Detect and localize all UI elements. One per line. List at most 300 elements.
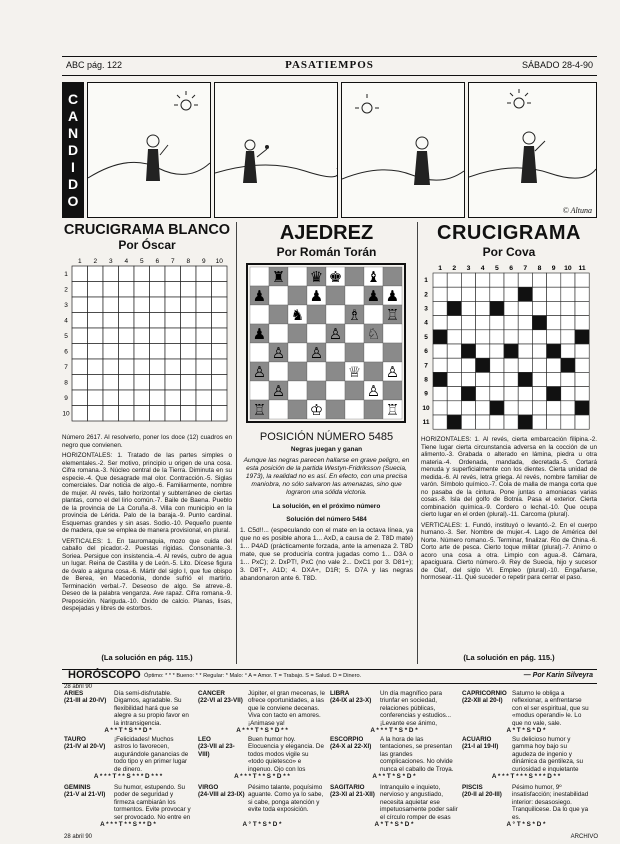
grid-cell: [461, 401, 475, 415]
grid-column-number: 5: [139, 258, 144, 265]
chess-square: [383, 343, 402, 362]
horoscope-sign: [64, 784, 194, 830]
grid-cell: [150, 328, 166, 344]
grid-cell: [561, 344, 575, 358]
horoscope-sign-heading: [330, 784, 378, 799]
horoscope-sign-dates: (21-III al 20-IV): [64, 697, 107, 705]
grid-cell: [547, 401, 561, 415]
comic-drawing-2: [215, 83, 337, 217]
chess-square: [345, 324, 364, 343]
horoscope-sign: [330, 784, 460, 830]
grid-cell: [196, 313, 212, 329]
grid-cell: [461, 273, 475, 287]
grid-row-number: 9: [64, 394, 68, 402]
grid-cell: [518, 344, 532, 358]
horoscope-sign: [198, 690, 328, 736]
horoscope-sign: [64, 736, 194, 782]
grid-cell: [547, 287, 561, 301]
grid-cell: [88, 375, 104, 391]
grid-cell: [196, 406, 212, 422]
crucigrama-solution-ref: (La solución en pág. 115.): [463, 653, 555, 662]
grid-cell: [490, 287, 504, 301]
chess-piece: ♝: [366, 268, 381, 286]
grid-cell: [575, 401, 589, 415]
grid-cell: [119, 406, 135, 422]
chess-piece: ♖: [385, 306, 400, 324]
grid-column-number: 4: [124, 258, 129, 265]
comic-panel-1: [87, 82, 211, 218]
horoscope-sign-heading: [330, 736, 378, 751]
grid-cell: [433, 330, 447, 344]
grid-cell: [212, 313, 228, 329]
grid-cell: [88, 297, 104, 313]
horoscope-sign-dates: (24-X al 22-XI): [330, 743, 372, 751]
grid-cell: [181, 328, 197, 344]
horoscope-sign-heading: [198, 690, 246, 705]
grid-cell: [575, 273, 589, 287]
crucigrama-title: CRUCIGRAMA: [437, 222, 581, 244]
grid-cell: [547, 330, 561, 344]
horoscope-sign-rating: A * * T * S * * D *: [104, 727, 152, 734]
grid-cell: [461, 358, 475, 372]
grid-cell: [134, 359, 150, 375]
grid-cell: [72, 359, 88, 375]
grid-cell: [165, 313, 181, 329]
grid-cell: [212, 328, 228, 344]
chess-piece: ♟: [366, 287, 381, 305]
ajedrez-title: AJEDREZ: [279, 222, 374, 244]
grid-cell: [575, 316, 589, 330]
grid-cell: [490, 358, 504, 372]
chess-square: [250, 381, 269, 400]
comic-panel-4: [468, 82, 597, 218]
grid-cell: [433, 415, 447, 429]
grid-row-number: 9: [424, 390, 428, 398]
grid-cell: [476, 344, 490, 358]
grid-cell: [165, 375, 181, 391]
grid-cell: [119, 266, 135, 282]
grid-cell: [447, 344, 461, 358]
horoscope-sign-dates: (22-XII al 20-I): [462, 697, 503, 705]
grid-cell: [547, 344, 561, 358]
horoscope-sign-name: PISCIS: [462, 784, 483, 791]
chess-square: [364, 305, 383, 324]
chess-square: [383, 324, 402, 343]
grid-column-number: 1: [77, 258, 82, 265]
grid-cell: [447, 301, 461, 315]
grid-cell: [532, 330, 546, 344]
chess-square: [269, 286, 288, 305]
horoscope-sign-dates: (23-XI al 21-XII): [330, 791, 375, 799]
chess-square: [288, 381, 307, 400]
grid-cell: [103, 297, 119, 313]
grid-cell: [547, 316, 561, 330]
grid-row-number: 1: [64, 270, 68, 278]
horoscope-sign: [462, 736, 592, 782]
grid-cell: [561, 273, 575, 287]
grid-cell: [532, 344, 546, 358]
grid-cell: [447, 358, 461, 372]
grid-cell: [150, 406, 166, 422]
horoscope-sign-dates: (24-VIII al 23-IX): [198, 791, 245, 799]
grid-column-number: 6: [155, 258, 160, 265]
horoscope-sign-rating: A ° T * S * D *: [506, 821, 546, 828]
grid-cell: [181, 375, 197, 391]
grid-cell: [433, 401, 447, 415]
horoscope-sign-dates: (21-IV al 20-V): [64, 743, 106, 751]
grid-cell: [72, 266, 88, 282]
grid-cell: [134, 282, 150, 298]
grid-cell: [134, 375, 150, 391]
grid-cell: [490, 344, 504, 358]
chess-piece: ♔: [309, 401, 324, 419]
grid-cell: [72, 406, 88, 422]
grid-column-number: 5: [495, 265, 499, 272]
grid-cell: [490, 372, 504, 386]
grid-cell: [103, 328, 119, 344]
column-divider: [236, 222, 237, 664]
grid-cell: [532, 415, 546, 429]
chess-piece: ♖: [385, 401, 400, 419]
crucigrama-author: Por Cova: [482, 245, 536, 259]
crucigrama-blanco-intro: Número 2617. Al resolverlo, poner los doce (12) cuadros en negro que convienen.: [62, 434, 232, 449]
horoscope-sign-heading: [198, 784, 246, 799]
page-date: SÁBADO 28-4-90: [521, 60, 593, 70]
grid-row-number: 3: [64, 301, 68, 309]
grid-cell: [532, 372, 546, 386]
chess-piece: ♙: [385, 363, 400, 381]
horoscope-sign-heading: [198, 736, 246, 758]
chess-square: [288, 343, 307, 362]
grid-cell: [532, 387, 546, 401]
grid-cell: [476, 330, 490, 344]
grid-cell: [518, 401, 532, 415]
horoscopo-header: [62, 669, 597, 684]
chess-square: [326, 362, 345, 381]
horoscope-sign-rating: A * T * S * D *: [506, 727, 546, 734]
grid-cell: [504, 273, 518, 287]
grid-cell: [532, 273, 546, 287]
grid-cell: [433, 301, 447, 315]
grid-row-number: 5: [64, 332, 68, 340]
comic-panel-2: [214, 82, 338, 218]
chess-square: [345, 381, 364, 400]
chess-piece: ♘: [366, 325, 381, 343]
grid-row-number: 6: [424, 348, 428, 356]
grid-row-number: 4: [64, 317, 68, 325]
chess-square: [269, 362, 288, 381]
grid-cell: [461, 316, 475, 330]
chess-square: [345, 267, 364, 286]
grid-column-number: 8: [537, 265, 542, 272]
grid-cell: [518, 273, 532, 287]
grid-cell: [181, 313, 197, 329]
grid-cell: [447, 401, 461, 415]
grid-cell: [88, 328, 104, 344]
grid-cell: [461, 344, 475, 358]
horoscope-sign-heading: [64, 736, 112, 751]
horoscope-sign-heading: [462, 690, 510, 705]
grid-row-number: 7: [64, 363, 68, 371]
grid-cell: [575, 415, 589, 429]
grid-cell: [150, 313, 166, 329]
chess-square: [269, 400, 288, 419]
grid-cell: [490, 273, 504, 287]
chess-square: [383, 267, 402, 286]
grid-cell: [490, 415, 504, 429]
horoscope-sign: [330, 690, 460, 736]
grid-cell: [212, 297, 228, 313]
grid-cell: [119, 328, 135, 344]
chess-square: [250, 267, 269, 286]
horoscope-sign-heading: [64, 690, 112, 705]
horoscopo-legend: Óptimo: * * * Bueno: * * Regular: * Malo: ° A = Amor. T = Trabajo. S = Salud. D = Dinero.: [144, 673, 362, 679]
chess-piece: ♟: [309, 287, 324, 305]
grid-cell: [518, 372, 532, 386]
grid-cell: [518, 415, 532, 429]
horoscope-sign-name: CÁNCER: [198, 690, 225, 697]
grid-cell: [575, 372, 589, 386]
grid-cell: [150, 266, 166, 282]
grid-cell: [433, 344, 447, 358]
grid-cell: [196, 390, 212, 406]
grid-cell: [212, 344, 228, 360]
horoscope-sign-rating: A * * * T * * S * * D *: [100, 821, 156, 828]
comic-letter: D: [67, 175, 79, 192]
grid-column-number: 1: [438, 265, 442, 272]
grid-cell: [103, 266, 119, 282]
grid-cell: [433, 316, 447, 330]
chess-piece: ♙: [271, 344, 286, 362]
grid-row-number: 11: [422, 419, 430, 427]
grid-cell: [518, 287, 532, 301]
comic-drawing-1: [88, 83, 210, 217]
grid-column-number: 4: [480, 265, 485, 272]
chess-square: [326, 343, 345, 362]
horoscope-sign-rating: A * * * T * * S * D * *: [234, 773, 290, 780]
grid-cell: [196, 266, 212, 282]
horoscope-sign-rating: A * * * T * * * S * * * D * *: [491, 773, 561, 780]
grid-cell: [72, 313, 88, 329]
grid-cell: [561, 287, 575, 301]
grid-cell: [547, 358, 561, 372]
horoscope-sign-text: A la hora de las tentaciones, se presentan las grandes complicaciones. No olvide nunca el caballo de Troya.: [380, 736, 454, 772]
grid-cell: [72, 297, 88, 313]
comic-letter: C: [67, 90, 79, 107]
grid-cell: [72, 282, 88, 298]
crucigrama-blanco-grid: [62, 254, 232, 432]
grid-cell: [119, 375, 135, 391]
grid-cell: [476, 301, 490, 315]
grid-cell: [504, 358, 518, 372]
grid-cell: [518, 358, 532, 372]
grid-cell: [561, 387, 575, 401]
comic-title-bar: [62, 82, 84, 218]
grid-cell: [518, 330, 532, 344]
chess-piece: ♙: [271, 382, 286, 400]
grid-cell: [150, 344, 166, 360]
grid-cell: [575, 287, 589, 301]
grid-cell: [134, 406, 150, 422]
horoscope-sign-name: VIRGO: [198, 784, 219, 791]
grid-cell: [134, 328, 150, 344]
ajedrez-solution-title: Solución del número 5484: [286, 516, 367, 523]
comic-letter: O: [67, 192, 79, 209]
grid-cell: [561, 372, 575, 386]
comic-drawing-3: [342, 83, 464, 217]
grid-row-number: 2: [424, 291, 428, 299]
grid-cell: [119, 359, 135, 375]
horoscope-sign-heading: [462, 784, 510, 799]
grid-column-number: 6: [509, 265, 513, 272]
grid-cell: [181, 344, 197, 360]
grid-cell: [88, 344, 104, 360]
grid-cell: [476, 358, 490, 372]
grid-row-number: 7: [424, 362, 428, 370]
horoscope-sign-rating: A * * T * S * D *: [372, 773, 416, 780]
grid-cell: [165, 390, 181, 406]
grid-cell: [476, 287, 490, 301]
grid-column-number: 7: [170, 258, 175, 265]
grid-cell: [561, 401, 575, 415]
chess-piece: ♟: [385, 287, 400, 305]
chess-square: [326, 381, 345, 400]
chess-piece: ♕: [347, 363, 362, 381]
chess-square: [269, 324, 288, 343]
grid-cell: [119, 344, 135, 360]
grid-cell: [165, 344, 181, 360]
grid-row-number: 3: [424, 305, 428, 313]
horoscope-sign-rating: A ° T * S * D *: [242, 821, 282, 828]
grid-row-number: 8: [424, 376, 428, 384]
grid-cell: [181, 359, 197, 375]
horoscope-sign-text: Saturno le obliga a reflexionar, a enfrentarse con el ser espiritual, que su «modus operandi» le. Lo que no vale, sale.: [512, 690, 589, 726]
grid-cell: [88, 266, 104, 282]
chess-board: [240, 261, 413, 429]
grid-cell: [476, 415, 490, 429]
grid-column-number: 8: [186, 258, 191, 265]
grid-cell: [461, 330, 475, 344]
comic-strip: [62, 82, 597, 218]
chess-square: [364, 343, 383, 362]
grid-cell: [165, 266, 181, 282]
chess-square: [288, 362, 307, 381]
chess-piece: ♙: [328, 325, 343, 343]
grid-cell: [433, 387, 447, 401]
chess-square: [364, 362, 383, 381]
grid-cell: [134, 313, 150, 329]
grid-cell: [212, 359, 228, 375]
grid-cell: [547, 301, 561, 315]
grid-cell: [504, 387, 518, 401]
crucigrama: [421, 222, 597, 664]
comic-panel-3: [341, 82, 465, 218]
horoscope-sign-heading: [462, 736, 510, 751]
grid-cell: [461, 287, 475, 301]
grid-cell: [196, 328, 212, 344]
horoscope-sign-name: ARIES: [64, 690, 84, 697]
grid-cell: [447, 330, 461, 344]
grid-cell: [561, 415, 575, 429]
grid-cell: [119, 297, 135, 313]
grid-column-number: 10: [215, 258, 223, 265]
horoscope-sign-name: ACUARIO: [462, 736, 492, 743]
grid-cell: [447, 273, 461, 287]
grid-cell: [196, 282, 212, 298]
horoscope-sign-dates: (24-IX al 23-X): [330, 697, 372, 705]
horoscope-sign-name: CAPRICORNIO: [462, 690, 507, 697]
grid-cell: [490, 401, 504, 415]
horoscope-sign: [330, 736, 460, 782]
chess-square: [345, 286, 364, 305]
grid-cell: [88, 282, 104, 298]
horoscope-sign-rating: A * T * S * D *: [374, 821, 414, 828]
grid-cell: [518, 316, 532, 330]
grid-cell: [504, 301, 518, 315]
grid-cell: [518, 301, 532, 315]
grid-column-number: 11: [578, 265, 586, 272]
horoscope-sign-dates: (23-VII al 23-VIII): [198, 743, 235, 758]
horoscope-sign-dates: (20-II al 20-III): [462, 791, 502, 799]
footer-archive: ARCHIVO: [570, 834, 598, 840]
chess-square: [250, 343, 269, 362]
horoscope-sign-rating: A * * * T * S * D * *: [236, 727, 288, 734]
grid-row-number: 8: [64, 379, 68, 387]
grid-cell: [547, 415, 561, 429]
grid-cell: [103, 375, 119, 391]
grid-cell: [561, 316, 575, 330]
chess-piece: ♛: [309, 268, 324, 286]
grid-column-number: 2: [452, 265, 457, 272]
grid-cell: [181, 390, 197, 406]
ajedrez-author: Por Román Torán: [276, 245, 377, 259]
horoscope-sign-text: Pésimo talante, poquísimo aguante. Como ya lo sabe, si cabe, ponga atención y evite toda exposición.: [248, 784, 324, 814]
grid-cell: [547, 372, 561, 386]
grid-cell: [575, 330, 589, 344]
grid-cell: [88, 406, 104, 422]
page-number: ABC pág. 122: [66, 60, 123, 70]
grid-cell: [72, 375, 88, 391]
grid-cell: [433, 372, 447, 386]
grid-cell: [150, 390, 166, 406]
grid-cell: [150, 375, 166, 391]
chess-square: [383, 381, 402, 400]
grid-cell: [165, 359, 181, 375]
grid-cell: [547, 387, 561, 401]
grid-cell: [476, 273, 490, 287]
horoscope-sign-text: Buen humor hoy. Elocuencia y elegancia. De todos modos vigile su «todo quietesco» e ingenuo. Ojo con los: [248, 736, 324, 772]
ajedrez-solution-text: 1. C5d!!... (especulando con el mate en la octava línea, ya que no es posible ahora 1... AxD, a causa de 2. T8D mate) 1... P4AD (prácticamente forzada, ante la amenaza 2. T8D mate, que se produciría contra jugadas como 1... D3A o 1... PxC); 2. DxPT!, PxC (no vale 2... DxC1 por 3. D81+); 3. D8T+, A1D; 4. DXA+, D1R; 5. D7A y las negras abandonaron ante 6. T8D.: [240, 527, 413, 582]
grid-row-number: 6: [64, 348, 68, 356]
grid-cell: [103, 313, 119, 329]
grid-cell: [532, 301, 546, 315]
chess-square: [250, 305, 269, 324]
grid-cell: [476, 401, 490, 415]
chess-square: [326, 286, 345, 305]
horoscope-sign-text: ¡Felicidades! Muchos astros lo favorecen, augurándole ganancias de todo tipo y en primer lugar de dinero.: [114, 736, 189, 772]
grid-cell: [504, 344, 518, 358]
ajedrez-section: [240, 222, 413, 664]
chess-square: [326, 400, 345, 419]
grid-row-number: 10: [422, 404, 430, 412]
horoscope-sign-name: LEO: [198, 736, 211, 743]
grid-cell: [196, 344, 212, 360]
grid-cell: [181, 266, 197, 282]
horoscope-sign: [462, 784, 592, 830]
grid-cell: [476, 387, 490, 401]
horoscope-sign-text: Júpiter, el gran mecenas, le ofrece oportunidades, a las que le conviene decenas. Viva con tacto en amores. ¡Animase ya!: [248, 690, 326, 726]
grid-column-number: 10: [564, 265, 572, 272]
